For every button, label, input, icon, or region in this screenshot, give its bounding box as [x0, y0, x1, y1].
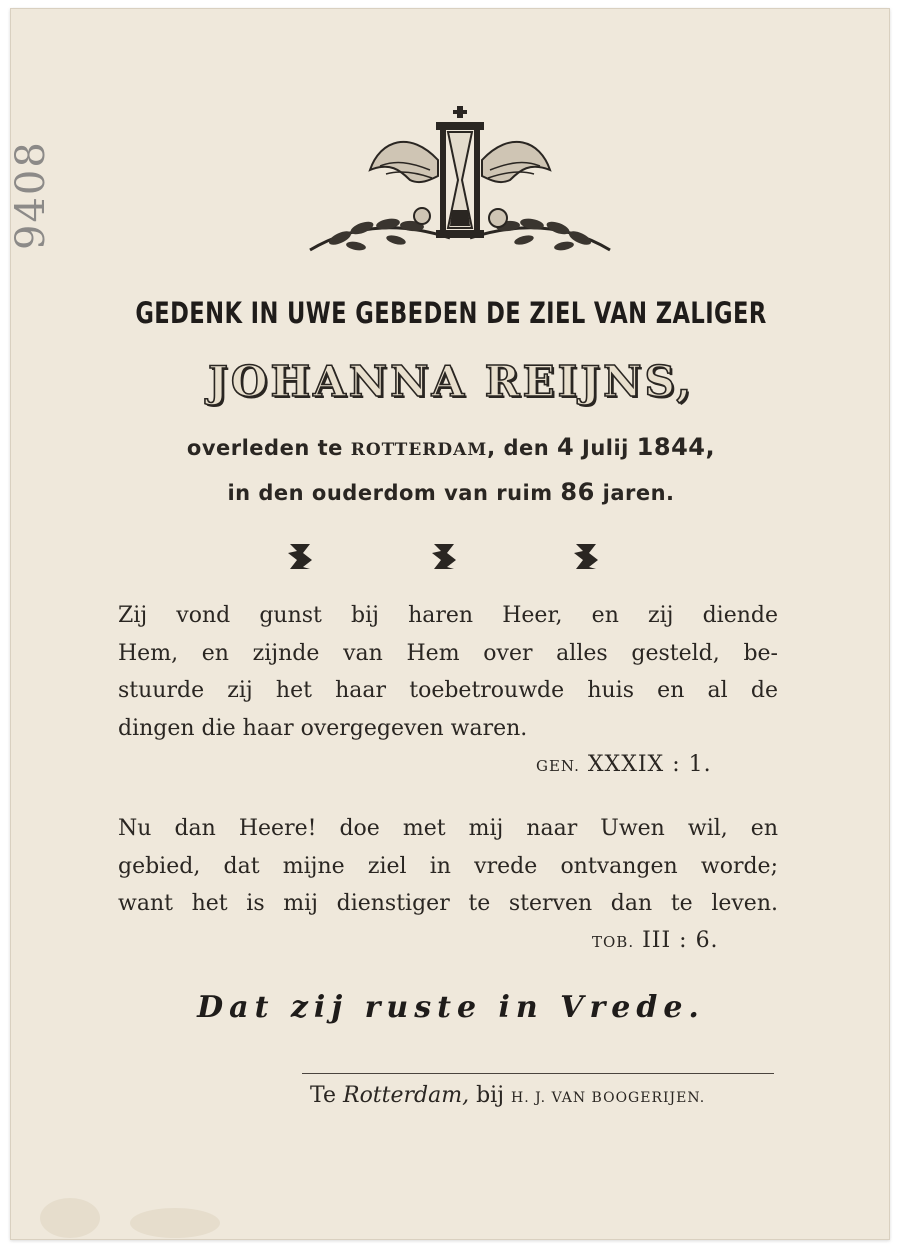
death-place: ROTTERDAM	[350, 440, 488, 460]
verse-line: dingen die haar overgegeven waren.	[118, 715, 528, 741]
verse-line: Hem, en zijnde van Hem over alles gesteld, be-	[118, 640, 778, 666]
cross-patee-icon	[432, 544, 456, 569]
age-value: 86	[560, 478, 595, 506]
verse-line: gebied, dat mijne ziel in vrede ontvangen worde;	[118, 853, 778, 879]
paper-stain	[130, 1208, 220, 1238]
verse-line: Zij vond gunst bij haren Heer, en zij diende	[118, 603, 778, 628]
divider-rule	[302, 1073, 774, 1074]
death-month: Julij	[582, 436, 629, 460]
cross-patee-icon	[574, 544, 598, 569]
verse-reference-tobit: TOB. III : 6.	[592, 928, 719, 953]
verse-reference-genesis: GEN. XXXIX : 1.	[536, 752, 712, 777]
death-day: 4	[556, 433, 575, 461]
death-year: 1844,	[636, 433, 716, 461]
verse-line: stuurde zij het haar toebetrouwde huis en al de	[118, 678, 778, 703]
death-line: overleden te ROTTERDAM, den 4 Julij 1844,	[186, 433, 716, 461]
age-line: in den ouderdom van ruim 86 jaren.	[227, 478, 675, 506]
closing-blessing: Dat zij ruste in Vrede.	[197, 990, 705, 1025]
crosses-divider	[0, 540, 902, 574]
memorial-heading: GEDENK IN UWE GEBEDEN DE ZIEL VAN ZALIGER	[135, 296, 767, 330]
verse-tobit	[118, 810, 778, 923]
handwritten-inventory-number: 9408	[8, 140, 54, 250]
printer-city: Rotterdam,	[343, 1083, 470, 1108]
deceased-name: JOHANNA REIJNS,	[208, 357, 694, 406]
paper-stain	[40, 1198, 100, 1238]
verse-line: want het is mij dienstiger te sterven dan te leven.	[118, 891, 778, 916]
verse-line: Nu dan Heere! doe met mij naar Uwen wil, en	[118, 816, 778, 841]
printer-imprint: Te Rotterdam, bij H. J. VAN BOOGERIJEN.	[310, 1083, 706, 1108]
cross-patee-icon	[288, 544, 312, 569]
hourglass-wings-emblem-icon	[300, 100, 620, 270]
verse-genesis	[118, 597, 778, 747]
printer-name: H. J. VAN BOOGERIJEN.	[511, 1090, 706, 1106]
